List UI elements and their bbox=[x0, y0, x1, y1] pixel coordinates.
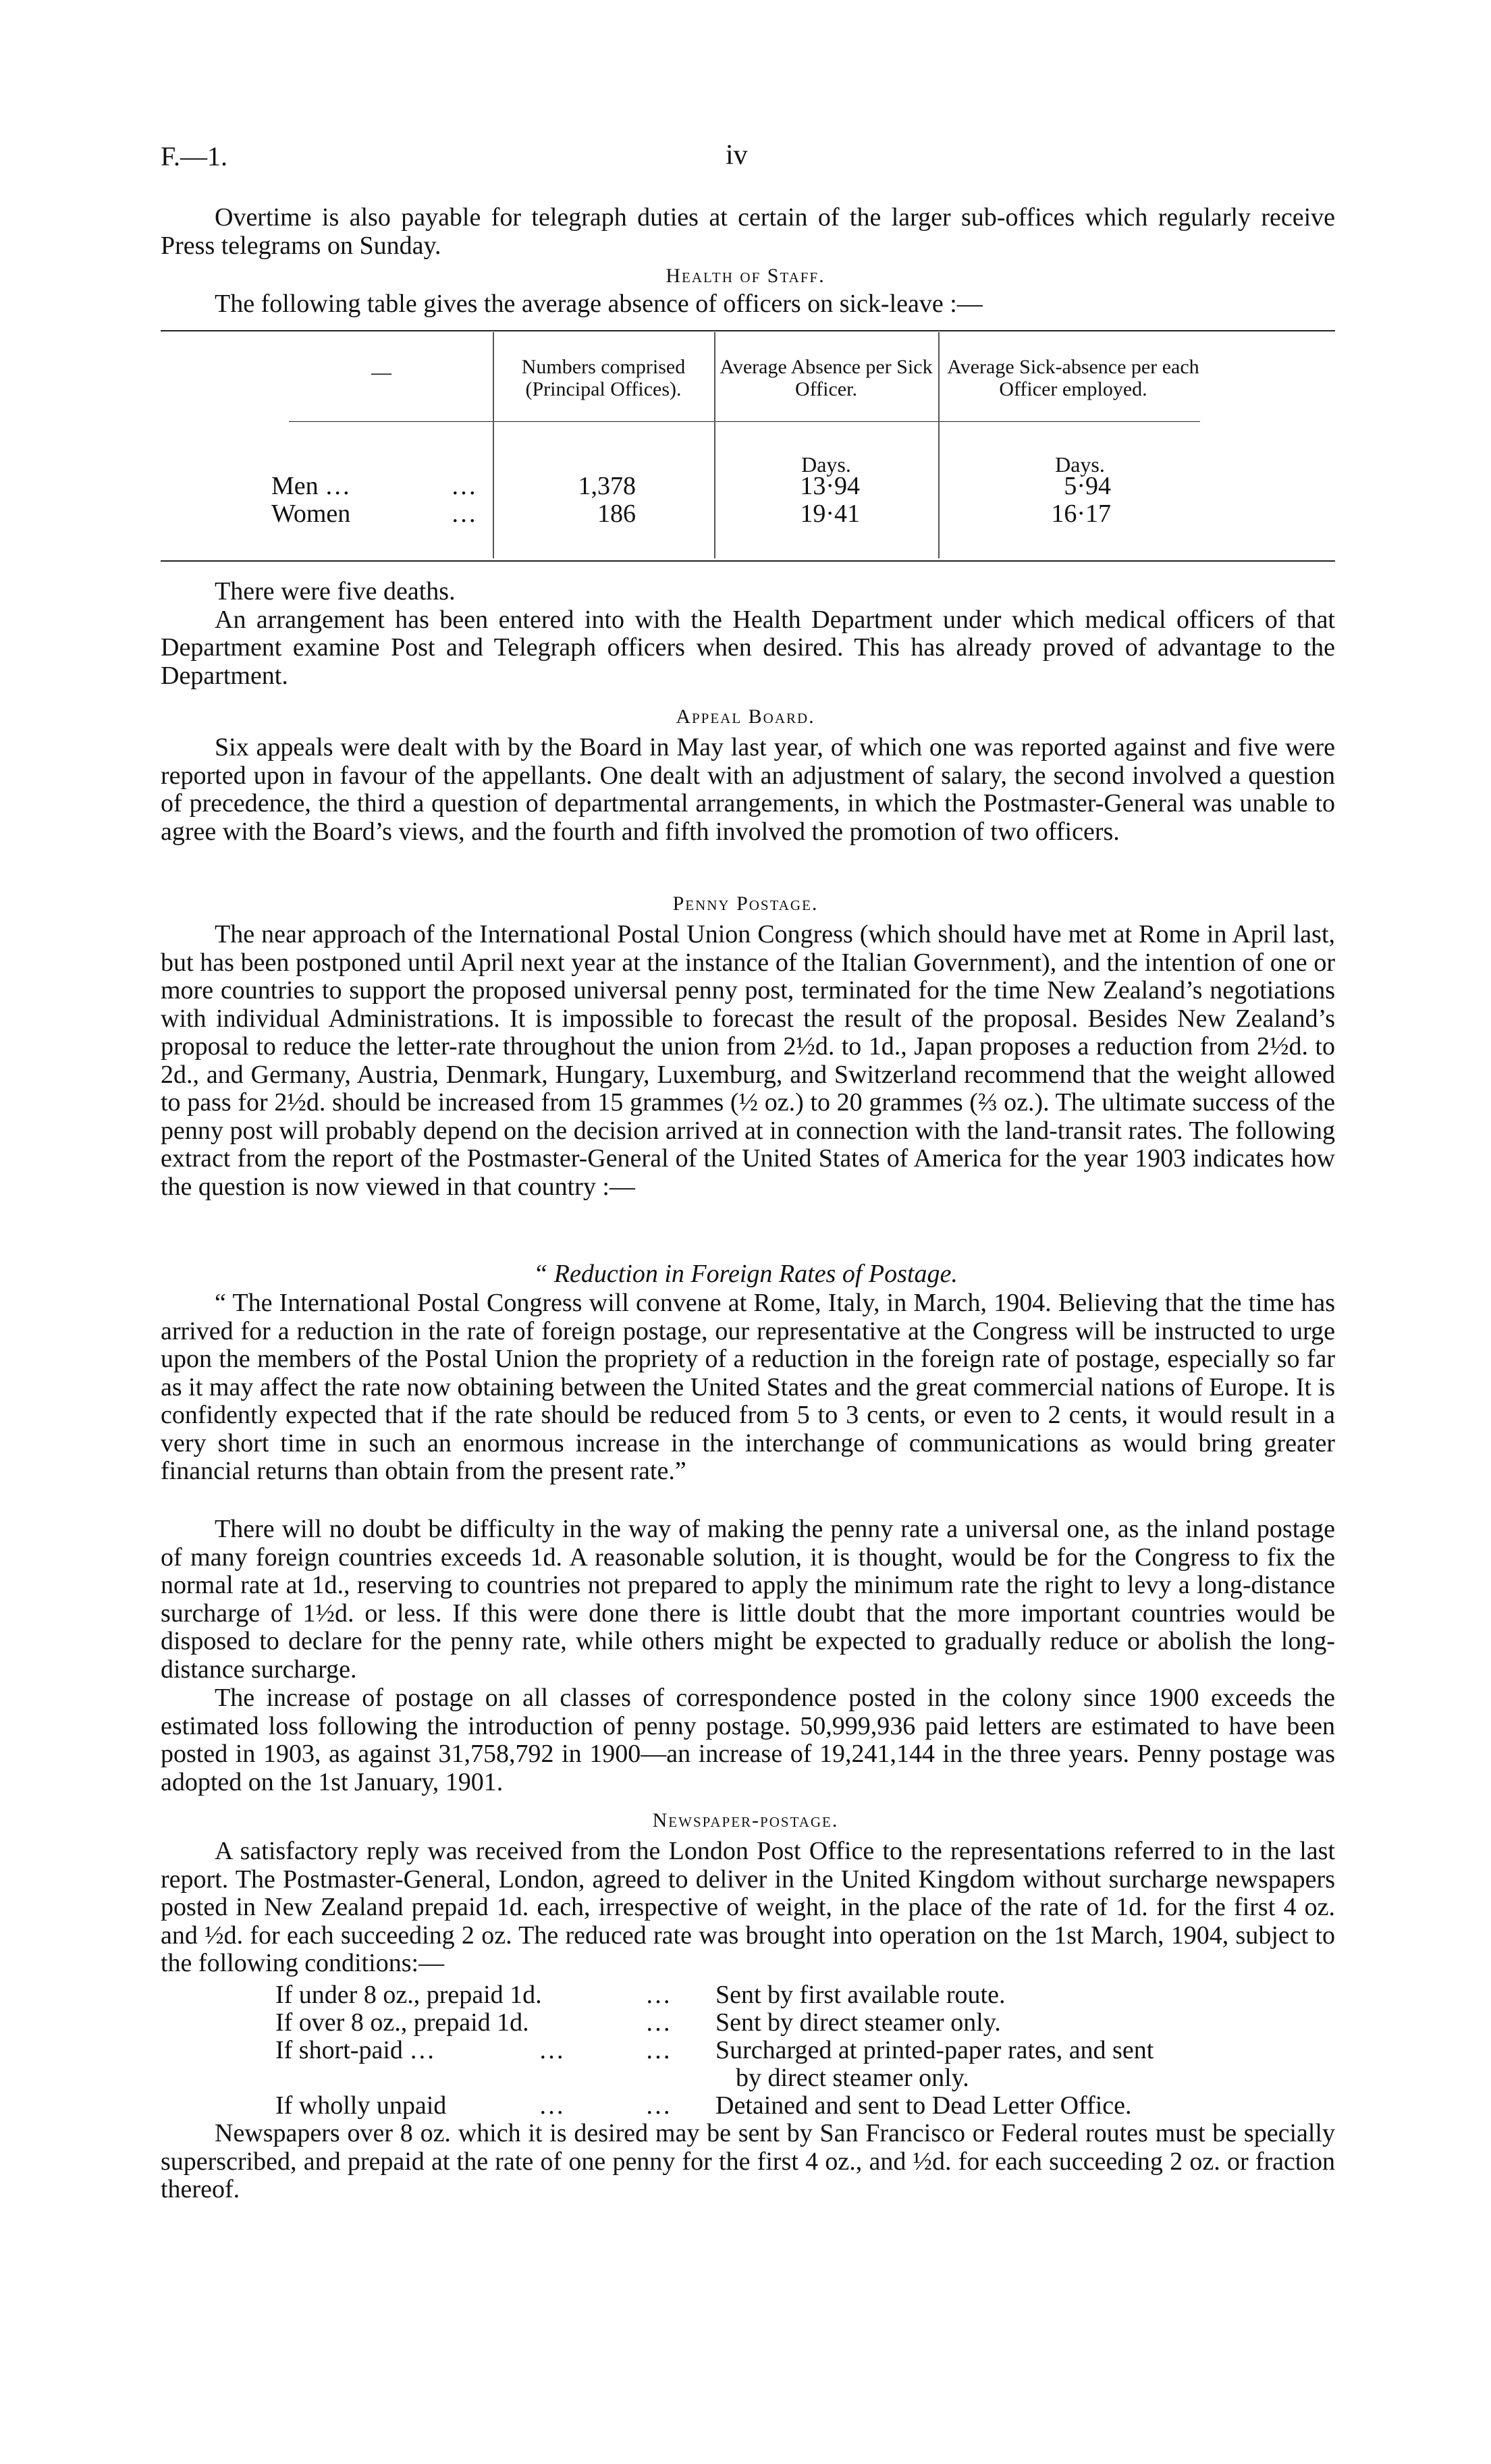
newspaper-paragraph-1: A satisfactory reply was received from the London Post Office to the representations referred to in the last report. The Postmaster-General, London, agreed to deliver in the United Kingdom without surcharge newspapers posted in New Zealand prepaid 1d. each, irrespective of weight, in the place of the rate of 1d. for the first 4 oz. and ½d. for each succeeding 2 oz. The reduced rate was brought into operation on the 1st March, 1904, subject to the following conditions:— bbox=[161, 1837, 1335, 1977]
table-header-absence: Average Absence per Sick Officer. bbox=[720, 356, 933, 400]
health-intro: The following table gives the average absence of officers on sick-leave :— bbox=[215, 290, 983, 318]
condition-result: Detained and sent to Dead Letter Office. bbox=[715, 2091, 1132, 2120]
appeal-paragraph: Six appeals were dealt with by the Board in May last year, of which one was reported against and five were reported upon in favour of the appellants. One dealt with an adjustment of salary, the second involved a question of precedence, the third a question of departmental arrangements, in which the Postmaster-General was unable to agree with the Board’s views, and the fourth and fifth involved the promotion of two officers. bbox=[161, 733, 1335, 846]
sick-leave-table bbox=[0, 0, 1491, 574]
newspaper-heading: Newspaper-postage. bbox=[652, 1809, 839, 1831]
absence-unit: Days. bbox=[801, 452, 851, 477]
newspaper-paragraph-2: Newspapers over 8 oz. which it is desired may be sent by San Francisco or Federal routes must be specially superscribed, and prepaid at the rate of one penny for the first 4 oz., and ½d. for each succeeding 2 oz. or fraction thereof. bbox=[161, 2119, 1335, 2203]
condition-mid-dots: … bbox=[539, 2036, 564, 2064]
condition-mid-dots: … bbox=[539, 2091, 564, 2120]
table-col-divider-3 bbox=[938, 332, 940, 558]
arrangement-text: An arrangement has been entered into with the Health Department under which medical officers of that Department examine Post and Telegraph officers when desired. This has already proved of advantage to the Department. bbox=[161, 605, 1335, 690]
table-header-numbers: Numbers comprised (Principal Offices). bbox=[521, 356, 686, 400]
health-heading: Health of Staff. bbox=[666, 265, 825, 287]
condition-dots: … bbox=[645, 1981, 671, 2009]
penny-quote: “ The International Postal Congress will convene at Rome, Italy, in March, 1904. Believing that the time has arrived for a reduction in the rate of foreign postage, our representative at the Congress will be instructed to urge upon the members of the Postal Union the propriety of a reduction in the foreign rate of postage, especially so far as it may affect the rate now obtaining between the United States and the great commercial nations of Europe. It is confidently expected that if the rate should be reduced from 5 to 3 cents, or even to 2 cents, it would result in a very short time in such an enormous increase in the interchange of communications as would bring greater financial returns than obtain from the present rate.” bbox=[161, 1289, 1335, 1485]
appeal-heading: Appeal Board. bbox=[676, 705, 815, 728]
penny-paragraph-3: The increase of postage on all classes of correspondence posted in the colony since 1900 exceeds the estimated loss following the introduction of penny postage. 50,999,936 paid letters are estimated to have been posted in 1903, as against 31,758,792 in 1900—an increase of 19,241,144 in the three years. Penny postage was adopted on the 1st January, 1901. bbox=[161, 1684, 1335, 1796]
table-top-rule bbox=[161, 330, 1335, 331]
page-ref: F.—1. bbox=[161, 141, 228, 171]
condition-text: If over 8 oz., prepaid 1d. bbox=[275, 2008, 529, 2037]
deaths-text: There were five deaths. bbox=[215, 577, 456, 606]
condition-text: If under 8 oz., prepaid 1d. bbox=[275, 1981, 542, 2009]
table-row-women-dots: … bbox=[451, 500, 477, 528]
page-number: iv bbox=[726, 140, 748, 171]
table-row-men-absence: 13·94 bbox=[800, 472, 860, 500]
table-row-women-absence: 19·41 bbox=[800, 500, 860, 528]
penny-paragraph-2: There will no doubt be difficulty in the way of making the penny rate a universal one, as the inland postage of many foreign countries exceeds 1d. A reasonable solution, it is thought, would be for the Congress to fix the normal rate at 1d., reserving to countries not prepared to apply the minimum rate the right to levy a long-distance surcharge of 1½d. or less. If this were done there is little doubt that the more important countries would be disposed to declare for the penny rate, while others might be expected to gradually reduce or abolish the long-distance surcharge. bbox=[161, 1515, 1335, 1684]
table-row-women-sick-absence: 16·17 bbox=[1051, 500, 1111, 528]
health-paragraphs bbox=[161, 578, 1335, 690]
condition-dots: … bbox=[645, 2036, 671, 2064]
condition-result: Sent by direct steamer only. bbox=[715, 2008, 1001, 2037]
penny-paragraph-1: The near approach of the International Postal Union Congress (which should have met at Rome in April last, but has been postponed until April next year at the instance of the Italian Government), and the intention of one or more countries to support the proposed universal penny post, terminated for the time New Zealand’s negotiations with individual Administrations. It is impossible to forecast the result of the proposal. Besides New Zealand’s proposal to reduce the letter-rate throughout the union from 2½d. to 1d., Japan proposes a reduction from 2½d. to 2d., and Germany, Austria, Denmark, Hungary, Luxemburg, and Switzerland recommend that the weight allowed to pass for 2½d. should be increased from 15 grammes (½ oz.) to 20 grammes (⅔ oz.). The ultimate success of the penny post will probably depend on the decision arrived at in connection with the land-transit rates. The following extract from the report of the Postmaster-General of the United States of America for the year 1903 indicates how the question is now viewed in that country :— bbox=[161, 920, 1335, 1201]
condition-result-continued: by direct steamer only. bbox=[736, 2064, 969, 2092]
condition-dots: … bbox=[645, 2008, 671, 2037]
overtime-paragraph: Overtime is also payable for telegraph duties at certain of the larger sub-offices which regularly receive Press telegrams on Sunday. bbox=[161, 203, 1335, 260]
condition-text: If wholly unpaid bbox=[275, 2091, 447, 2120]
condition-result: Sent by first available route. bbox=[715, 1981, 1006, 2009]
condition-result: Surcharged at printed-paper rates, and sent bbox=[715, 2036, 1154, 2064]
table-col-divider-1 bbox=[493, 332, 494, 558]
table-row-men-label: Men … bbox=[271, 472, 351, 500]
table-row-women-label: Women bbox=[271, 500, 351, 528]
table-header-label: — bbox=[371, 361, 391, 383]
table-bottom-rule bbox=[161, 560, 1335, 562]
condition-dots: … bbox=[645, 2091, 671, 2120]
table-row-women-numbers: 186 bbox=[597, 500, 636, 528]
table-header-rule bbox=[289, 421, 1200, 422]
condition-text: If short-paid … bbox=[275, 2036, 435, 2064]
penny-heading: Penny Postage. bbox=[672, 892, 819, 915]
quote-title: “ Reduction in Foreign Rates of Postage. bbox=[533, 1260, 958, 1288]
table-col-divider-2 bbox=[714, 332, 715, 558]
table-row-men-numbers: 1,378 bbox=[578, 472, 636, 500]
table-row-men-dots: … bbox=[451, 472, 477, 500]
sick-absence-unit: Days. bbox=[1055, 452, 1105, 477]
table-row-men-sick-absence: 5·94 bbox=[1064, 472, 1111, 500]
table-header-sick-absence: Average Sick-absence per each Officer employed. bbox=[947, 356, 1199, 400]
